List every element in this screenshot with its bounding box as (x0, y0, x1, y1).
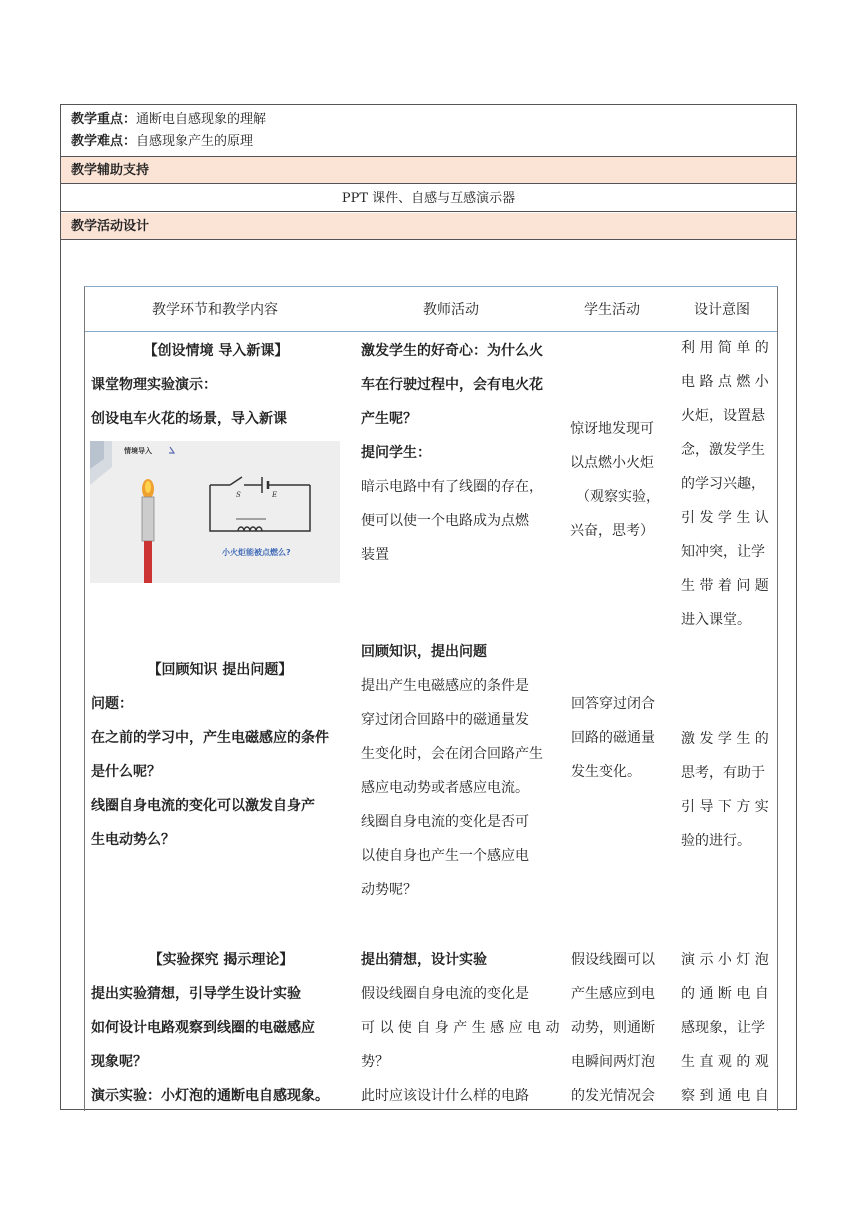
teacher-line: 以使自身也产生一个感应电 (361, 848, 529, 864)
section1-student (570, 412, 666, 548)
student-line: 电瞬间两灯泡 (571, 1054, 655, 1070)
torch-stick (144, 541, 152, 583)
teacher-line: 便可以使一个电路成为点燃 (361, 513, 529, 529)
teacher-line: 线圈自身电流的变化是否可 (361, 814, 529, 830)
intent-line: 生 带 着 问 题 (681, 578, 769, 594)
section2-line: 在之前的学习中，产生电磁感应的条件 (91, 730, 329, 746)
intent-line: 察 到 通 电 自 (681, 1088, 769, 1104)
aux-support-header: 教学辅助支持 (61, 157, 796, 184)
student-line: 产生感应到电 (571, 986, 655, 1002)
intent-line: 感现象，让学 (681, 1020, 765, 1036)
section1-teacher (361, 334, 557, 572)
section2-line: 线圈自身电流的变化可以激发自身产 (91, 798, 315, 814)
teacher-line: 暗示电路中有了线圈的存在， (361, 479, 543, 495)
col-header-teacher: 教师活动 (345, 287, 557, 332)
section2-teacher (361, 635, 561, 907)
col-header-student: 学生活动 (557, 287, 667, 332)
col-header-intent: 设计意图 (667, 287, 777, 332)
section2-line: 生电动势么？ (91, 832, 175, 848)
teacher-line: 提问学生： (361, 445, 431, 461)
intent-line: 思考，有助于 (681, 765, 765, 781)
teacher-line: 激发学生的好奇心：为什么火 (361, 343, 543, 359)
activity-table (84, 286, 778, 1111)
image-question: 小火炬能被点燃么? (222, 548, 291, 557)
student-line: 以点燃小火炬 (570, 455, 654, 471)
switch-label: S (236, 491, 241, 499)
teacher-line: 此时应该设计什么样的电路 (361, 1088, 529, 1104)
torch-handle (142, 497, 154, 541)
col-header-content: 教学环节和教学内容 (85, 287, 345, 332)
teacher-line: 生变化时，会在闭合回路产生 (361, 746, 543, 762)
intent-line: 进入课堂。 (681, 612, 751, 628)
student-line: 动势，则通断 (571, 1020, 655, 1036)
section1-line: 课堂物理实验演示： (91, 377, 217, 393)
student-line: 回路的磁通量 (571, 730, 655, 746)
teacher-line: 穿过闭合回路中的磁通量发 (361, 712, 529, 728)
section2-title: 【回顾知识 提出问题】 (147, 662, 293, 678)
intent-line: 的学习兴趣， (681, 476, 765, 492)
aux-support-content: PPT 课件、自感与互感演示器 (61, 185, 796, 212)
teacher-line: 回顾知识，提出问题 (361, 644, 487, 660)
torch-circuit-image (90, 441, 340, 583)
section1-title: 【创设情境 导入新课】 (143, 343, 289, 359)
section3-teacher (361, 943, 561, 1113)
section3-line: 现象呢？ (91, 1054, 147, 1070)
section3-content (91, 943, 351, 1113)
intent-line: 火炬，设置悬 (681, 408, 765, 424)
intent-line: 激 发 学 生 的 (681, 731, 769, 747)
section3-line: 如何设计电路观察到线圈的电磁感应 (91, 1020, 315, 1036)
teacher-line: 势？ (361, 1054, 389, 1070)
intent-line: 验的进行。 (681, 833, 751, 849)
section1-line: 创设电车火花的场景，导入新课 (91, 411, 287, 427)
intent-line: 念，激发学生 (681, 442, 765, 458)
section1-content (91, 334, 341, 436)
intent-line: 生 直 观 的 观 (681, 1054, 769, 1070)
intent-line: 引 发 学 生 认 (681, 510, 769, 526)
intent-line: 的 通 断 电 自 (681, 986, 769, 1002)
teacher-line: 假设线圈自身电流的变化是 (361, 986, 529, 1002)
difficult-point-label: 教学难点： (71, 134, 137, 149)
student-line: 兴奋，思考） (570, 523, 654, 539)
section2-intent (681, 722, 771, 858)
section3-student (571, 943, 667, 1113)
teacher-line: 提出产生电磁感应的条件是 (361, 678, 529, 694)
teacher-line: 动势呢？ (361, 882, 417, 898)
student-line: （观察实验， (576, 489, 660, 505)
torch-circuit-illustration (90, 441, 340, 583)
battery-label: E (272, 491, 278, 499)
student-line: 假设线圈可以 (571, 952, 655, 968)
section2-line: 是什么呢？ (91, 764, 161, 780)
intent-line: 电 路 点 燃 小 (681, 374, 769, 390)
section3-line: 演示实验：小灯泡的通断电自感现象。 (91, 1088, 329, 1104)
student-line: 发生变化。 (571, 764, 641, 780)
student-line: 惊讶地发现可 (570, 421, 654, 437)
section2-student (571, 687, 667, 789)
intent-line: 知冲突，让学 (681, 544, 765, 560)
section3-intent (681, 943, 771, 1113)
lesson-plan-table (60, 104, 797, 1110)
intent-line: 引 导 下 方 实 (681, 799, 769, 815)
key-point-label: 教学重点： (71, 112, 137, 127)
teacher-line: 产生呢？ (361, 411, 417, 427)
section3-line: 提出实验猜想，引导学生设计实验 (91, 986, 301, 1002)
section3-title: 【实验探究 揭示理论】 (148, 952, 294, 968)
intent-line: 利 用 简 单 的 (681, 340, 769, 356)
activity-design-header: 教学活动设计 (61, 213, 796, 240)
section1-intent (681, 331, 771, 637)
section2-line: 问题： (91, 696, 133, 712)
teacher-line: 可 以 使 自 身 产 生 感 应 电 动 (361, 1020, 560, 1036)
teacher-line: 装置 (361, 547, 389, 563)
section2-content (91, 653, 349, 857)
teacher-line: 提出猜想，设计实验 (361, 952, 487, 968)
difficult-point-text: 自感现象产生的原理 (136, 134, 254, 149)
student-line: 回答穿过闭合 (571, 696, 655, 712)
teacher-line: 感应电动势或者感应电流。 (361, 780, 529, 796)
intent-line: 演 示 小 灯 泡 (681, 952, 769, 968)
teacher-line: 车在行驶过程中，会有电火花 (361, 377, 543, 393)
student-line: 的发光情况会 (571, 1088, 655, 1104)
focus-row (61, 105, 796, 157)
image-tag: 情境导入 (124, 447, 152, 455)
key-point-text: 通断电自感现象的理解 (136, 112, 267, 127)
